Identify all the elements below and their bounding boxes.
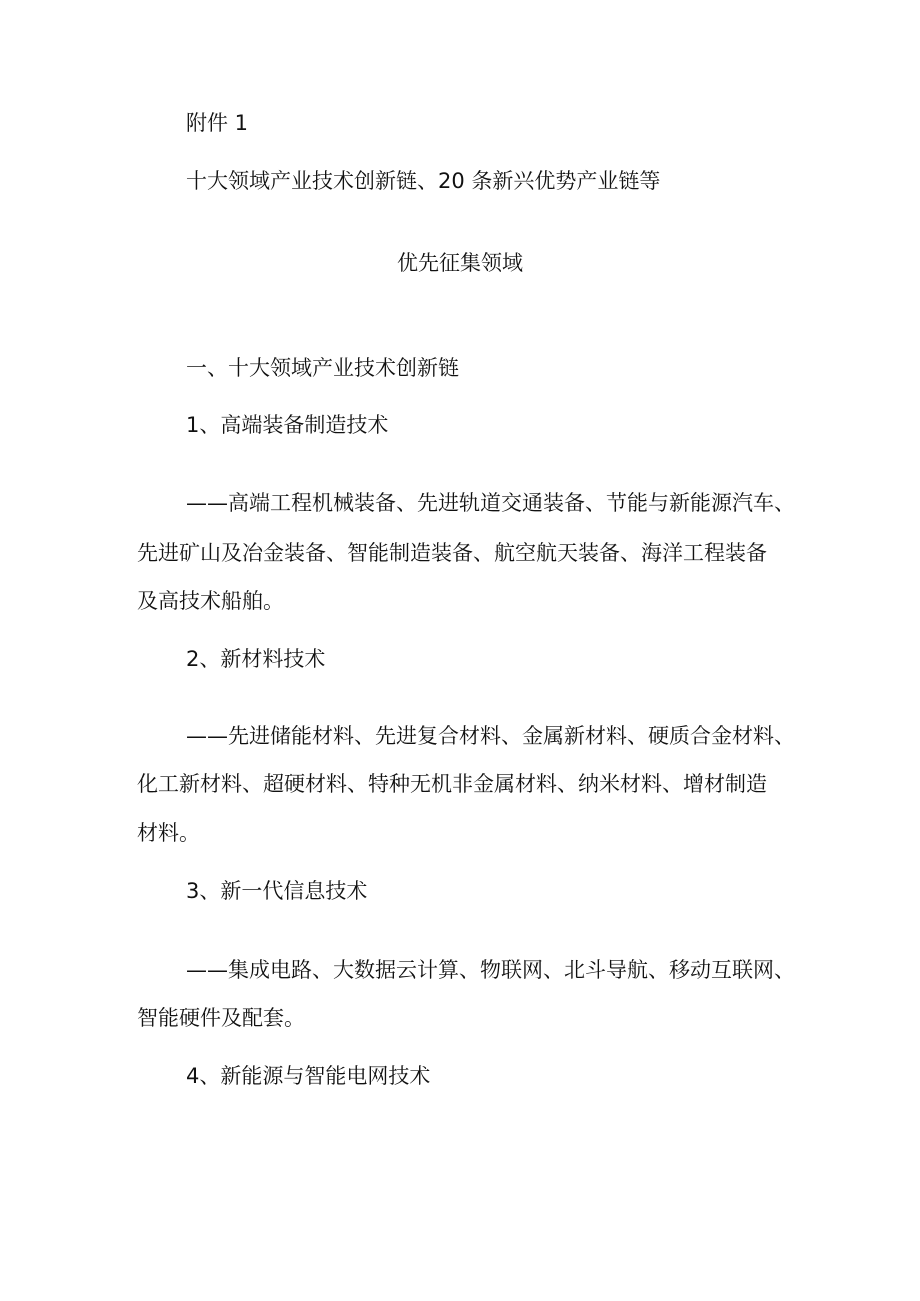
title-line-1: 十大领域产业技术创新链、20 条新兴优势产业链等 [186,169,661,193]
item-1-body-line-1: ——高端工程机械装备、先进轨道交通装备、节能与新能源汽车、 [186,491,795,515]
item-3-heading: 3、新一代信息技术 [186,879,368,903]
item-2-heading: 2、新材料技术 [186,647,326,671]
item-3-body-line-1: ——集成电路、大数据云计算、物联网、北斗导航、移动互联网、 [186,958,795,982]
attachment-label: 附件 1 [186,111,249,135]
section-heading: 一、十大领域产业技术创新链 [186,356,459,380]
item-1-body-line-2: 先进矿山及冶金装备、智能制造装备、航空航天装备、海洋工程装备 [137,541,767,565]
item-2-body-line-2: 化工新材料、超硬材料、特种无机非金属材料、纳米材料、增材制造 [137,772,767,796]
item-1-body-line-3: 及高技术船舶。 [137,589,284,613]
item-3-body-line-2: 智能硬件及配套。 [137,1006,305,1030]
item-2-body-line-1: ——先进储能材料、先进复合材料、金属新材料、硬质合金材料、 [186,724,795,748]
item-1-heading: 1、高端装备制造技术 [186,413,389,437]
title-line-2: 优先征集领域 [397,251,523,275]
item-4-heading: 4、新能源与智能电网技术 [186,1064,431,1088]
item-2-body-line-3: 材料。 [137,821,200,845]
